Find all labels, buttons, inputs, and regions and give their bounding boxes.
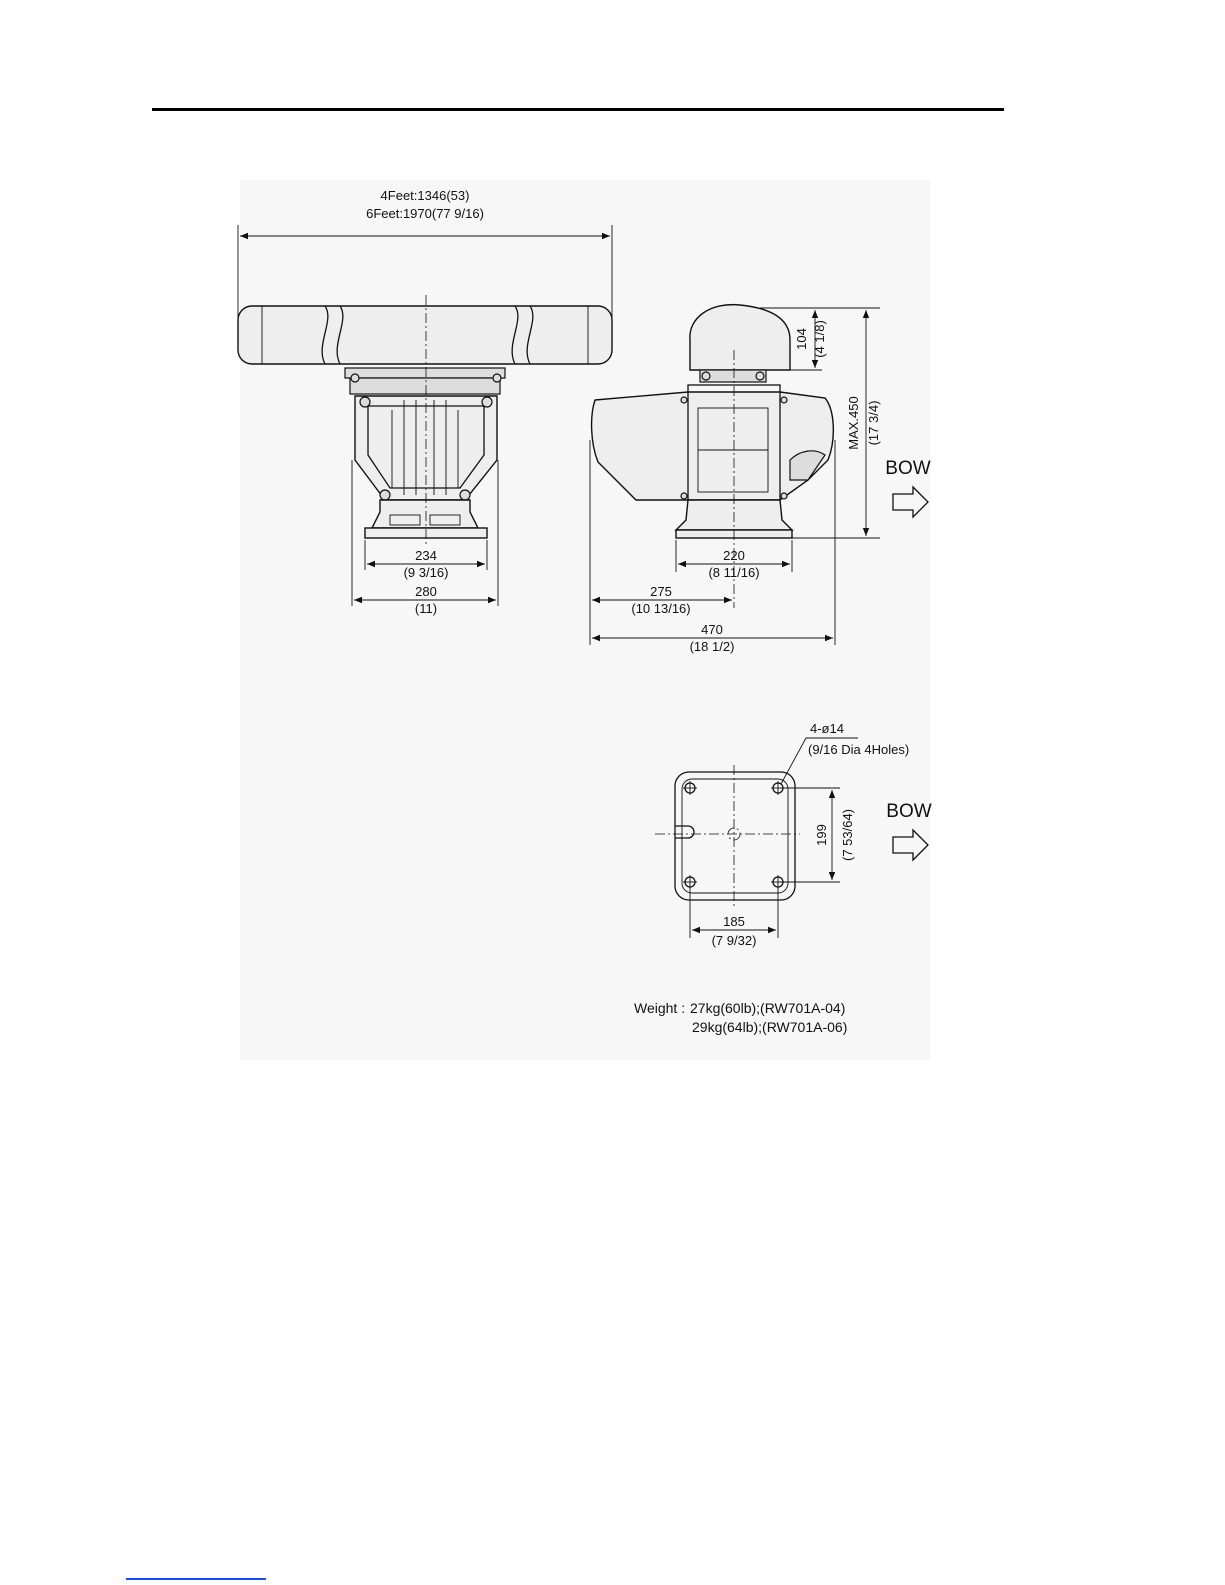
rear-to-center-mm: 275 — [650, 584, 672, 599]
base-outer-in: (11) — [414, 601, 438, 616]
span-6ft-label: 6Feet:1970(77 9/16) — [366, 206, 484, 221]
radiator-height-in: (4 1/8) — [812, 320, 827, 358]
holes-mm: 4-ø14 — [810, 721, 844, 736]
base-width-in: (8 11/16) — [708, 565, 760, 580]
holes-in: (9/16 Dia 4Holes) — [808, 742, 910, 757]
weight-note — [634, 1000, 847, 1035]
depth-in: (7 53/64) — [840, 808, 855, 862]
bow-arrow-icon — [893, 830, 928, 860]
overall-length-mm: 470 — [701, 622, 723, 637]
depth-mm: 199 — [814, 824, 829, 846]
weight-line-1: 27kg(60lb);(RW701A-04) — [690, 1000, 846, 1016]
side-view — [590, 305, 931, 654]
radiator-height-mm: 104 — [794, 328, 809, 350]
mounting-base-view — [655, 721, 932, 948]
footer-link-underline — [126, 1578, 266, 1580]
width-mm: 185 — [723, 914, 745, 929]
span-4ft-label: 4Feet:1346(53) — [380, 188, 470, 203]
max-height-mm: MAX.450 — [846, 396, 861, 450]
bow-label-side: BOW — [885, 458, 931, 479]
rotary-flange — [345, 368, 505, 378]
weight-line-2: 29kg(64lb);(RW701A-06) — [692, 1019, 848, 1035]
width-in: (7 9/32) — [711, 933, 757, 948]
base-outer-mm: 280 — [415, 584, 437, 599]
max-height-in: (17 3/4) — [866, 400, 881, 446]
antenna-radiator — [238, 306, 612, 364]
rear-to-center-in: (10 13/16) — [631, 601, 691, 616]
bow-arrow-icon — [893, 487, 928, 517]
base-width-mm: 220 — [723, 548, 745, 563]
bow-label-base: BOW — [886, 801, 932, 822]
base-inner-in: (9 3/16) — [403, 565, 449, 580]
weight-label: Weight : — [634, 1000, 686, 1016]
base-inner-mm: 234 — [415, 548, 437, 563]
overall-length-in: (18 1/2) — [689, 639, 735, 654]
front-view — [238, 188, 612, 616]
radiator-section — [690, 305, 790, 370]
